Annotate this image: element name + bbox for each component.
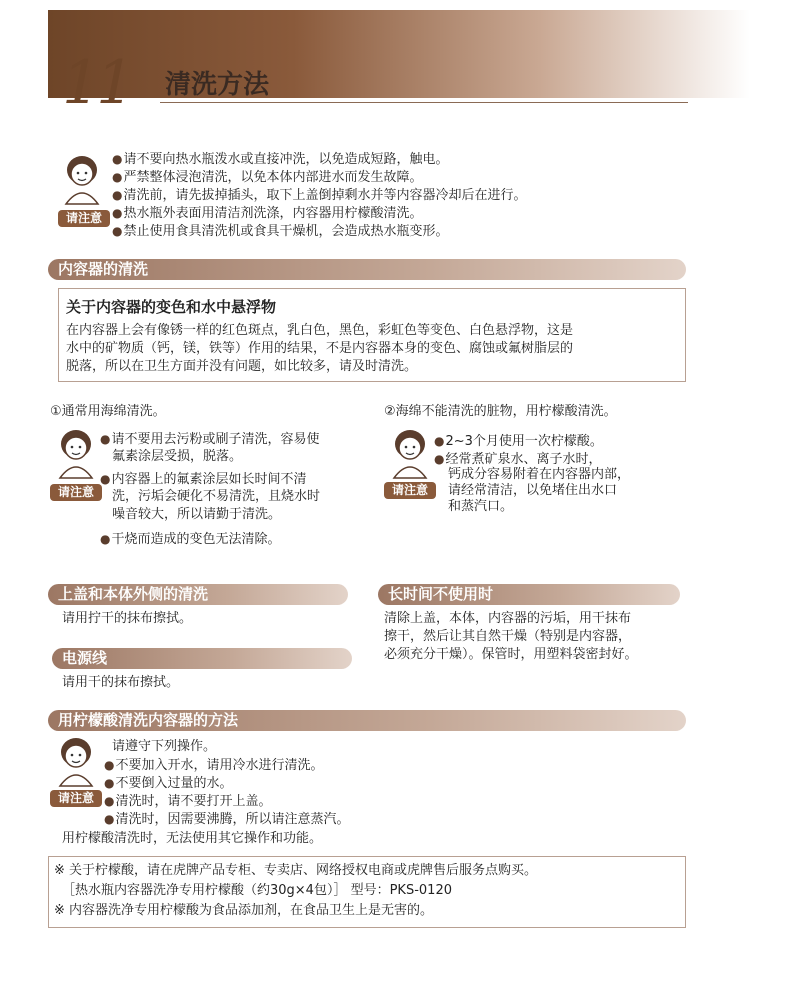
discolor-line-2: 水中的矿物质（钙，镁，铁等）作用的结果，不是内容器本身的变色、腐蚀或氟树脂层的 [66, 341, 574, 356]
method1-heading: ①通常用海绵清洗。 [50, 404, 166, 419]
method2-note-2-line-2: 钙成分容易附着在内容器内部， [448, 467, 631, 482]
top-note-1: ● 请不要向热水瓶泼水或直接冲洗，以免造成短路，触电。 [112, 150, 449, 169]
purchase-line-3: ※ 内容器洗净专用柠檬酸为食品添加剂，在食品卫生上是无害的。 [54, 903, 434, 918]
method2-note-2-line-3: 请经常清洁，以免堵住出水口 [448, 483, 618, 498]
citric-note-2: ● 不要倒入过量的水。 [104, 774, 233, 793]
title-underline [160, 102, 688, 103]
citric-note-1: ● 不要加入开水，请用冷水进行清洗。 [104, 756, 324, 775]
discolor-box-title: 关于内容器的变色和水中悬浮物 [66, 298, 277, 316]
header-spacer [48, 98, 750, 118]
method1-note-1-line-2: 氟素涂层受损，脱落。 [112, 449, 243, 464]
top-note-5: ● 禁止使用食具清洗机或食具干燥机，会造成热水瓶变形。 [112, 222, 449, 241]
purchase-line-2: ［热水瓶内容器洗净专用柠檬酸（约30g×4包）］ 型号：PKS-0120 [62, 883, 452, 898]
discolor-line-3: 脱落，所以在卫生方面并没有问题，如比较多，请及时清洗。 [66, 359, 418, 374]
cord-section-text: 请用干的抹布擦拭。 [62, 675, 180, 690]
top-note-3: ● 清洗前，请先拔掉插头，取下上盖倒掉剩水并等内容器冷却后在进行。 [112, 186, 527, 205]
unused-line-2: 擦干，然后让其自然干燥（特别是内容器， [384, 629, 632, 644]
citric-footer: 用柠檬酸清洗时，无法使用其它操作和功能。 [62, 831, 323, 846]
caution-badge: 请注意 [50, 484, 102, 501]
citric-note-3: ● 清洗时，请不要打开上盖。 [104, 792, 272, 811]
citric-intro: 请遵守下列操作。 [112, 739, 217, 754]
section-citric-acid: 用柠檬酸清洗内容器的方法 [48, 710, 686, 731]
section-long-unused: 长时间不使用时 [378, 584, 680, 605]
chapter-header-band [48, 10, 750, 98]
method2-note-2-line-4: 和蒸汽口。 [448, 499, 514, 514]
caution-badge: 请注意 [50, 790, 102, 807]
section-inner-container: 内容器的清洗 [48, 259, 686, 280]
purchase-line-1: ※ 关于柠檬酸，请在虎牌产品专柜、专卖店、网络授权电商或虎牌售后服务点购买。 [54, 863, 538, 878]
citric-note-4: ● 清洗时，因需要沸腾，所以请注意蒸汽。 [104, 810, 350, 829]
method2-heading: ②海绵不能清洗的脏物，用柠檬酸清洗。 [384, 404, 617, 419]
top-note-2: ● 严禁整体浸泡清洗，以免本体内部进水而发生故障。 [112, 168, 423, 187]
top-note-4: ● 热水瓶外表面用清洁剂洗涤，内容器用柠檬酸清洗。 [112, 204, 423, 223]
section-power-cord: 电源线 [52, 648, 352, 669]
unused-line-1: 清除上盖，本体，内容器的污垢，用干抹布 [384, 611, 632, 626]
method1-note-1-line-1: ● 请不要用去污粉或刷子清洗，容易使 [100, 430, 320, 449]
page-title: 清洗方法 [165, 70, 270, 100]
caution-badge: 请注意 [58, 210, 110, 227]
lid-section-text: 请用拧干的抹布擦拭。 [62, 611, 193, 626]
unused-line-3: 必须充分干燥）。保管时，用塑料袋密封好。 [384, 647, 638, 662]
method1-note-2-line-1: ● 内容器上的氟素涂层如长时间不清 [100, 470, 307, 489]
discolor-line-1: 在内容器上会有像锈一样的红色斑点，乳白色，黑色，彩虹色等变色、白色悬浮物，这是 [66, 323, 574, 338]
section-lid-exterior: 上盖和本体外侧的清洗 [48, 584, 348, 605]
method1-note-2-line-3: 噪音较大，所以请勤于清洗。 [112, 507, 282, 522]
method1-note-3: ● 干烧而造成的变色无法清除。 [100, 530, 281, 549]
method2-note-2-line-1: ● 经常煮矿泉水、离子水时， [434, 450, 602, 469]
caution-badge: 请注意 [384, 482, 436, 499]
method1-note-2-line-2: 洗，污垢会硬化不易清洗，且烧水时 [112, 489, 321, 504]
method2-note-1: ● 2~3个月使用一次柠檬酸。 [434, 432, 603, 451]
chapter-number: 11 [62, 48, 131, 118]
